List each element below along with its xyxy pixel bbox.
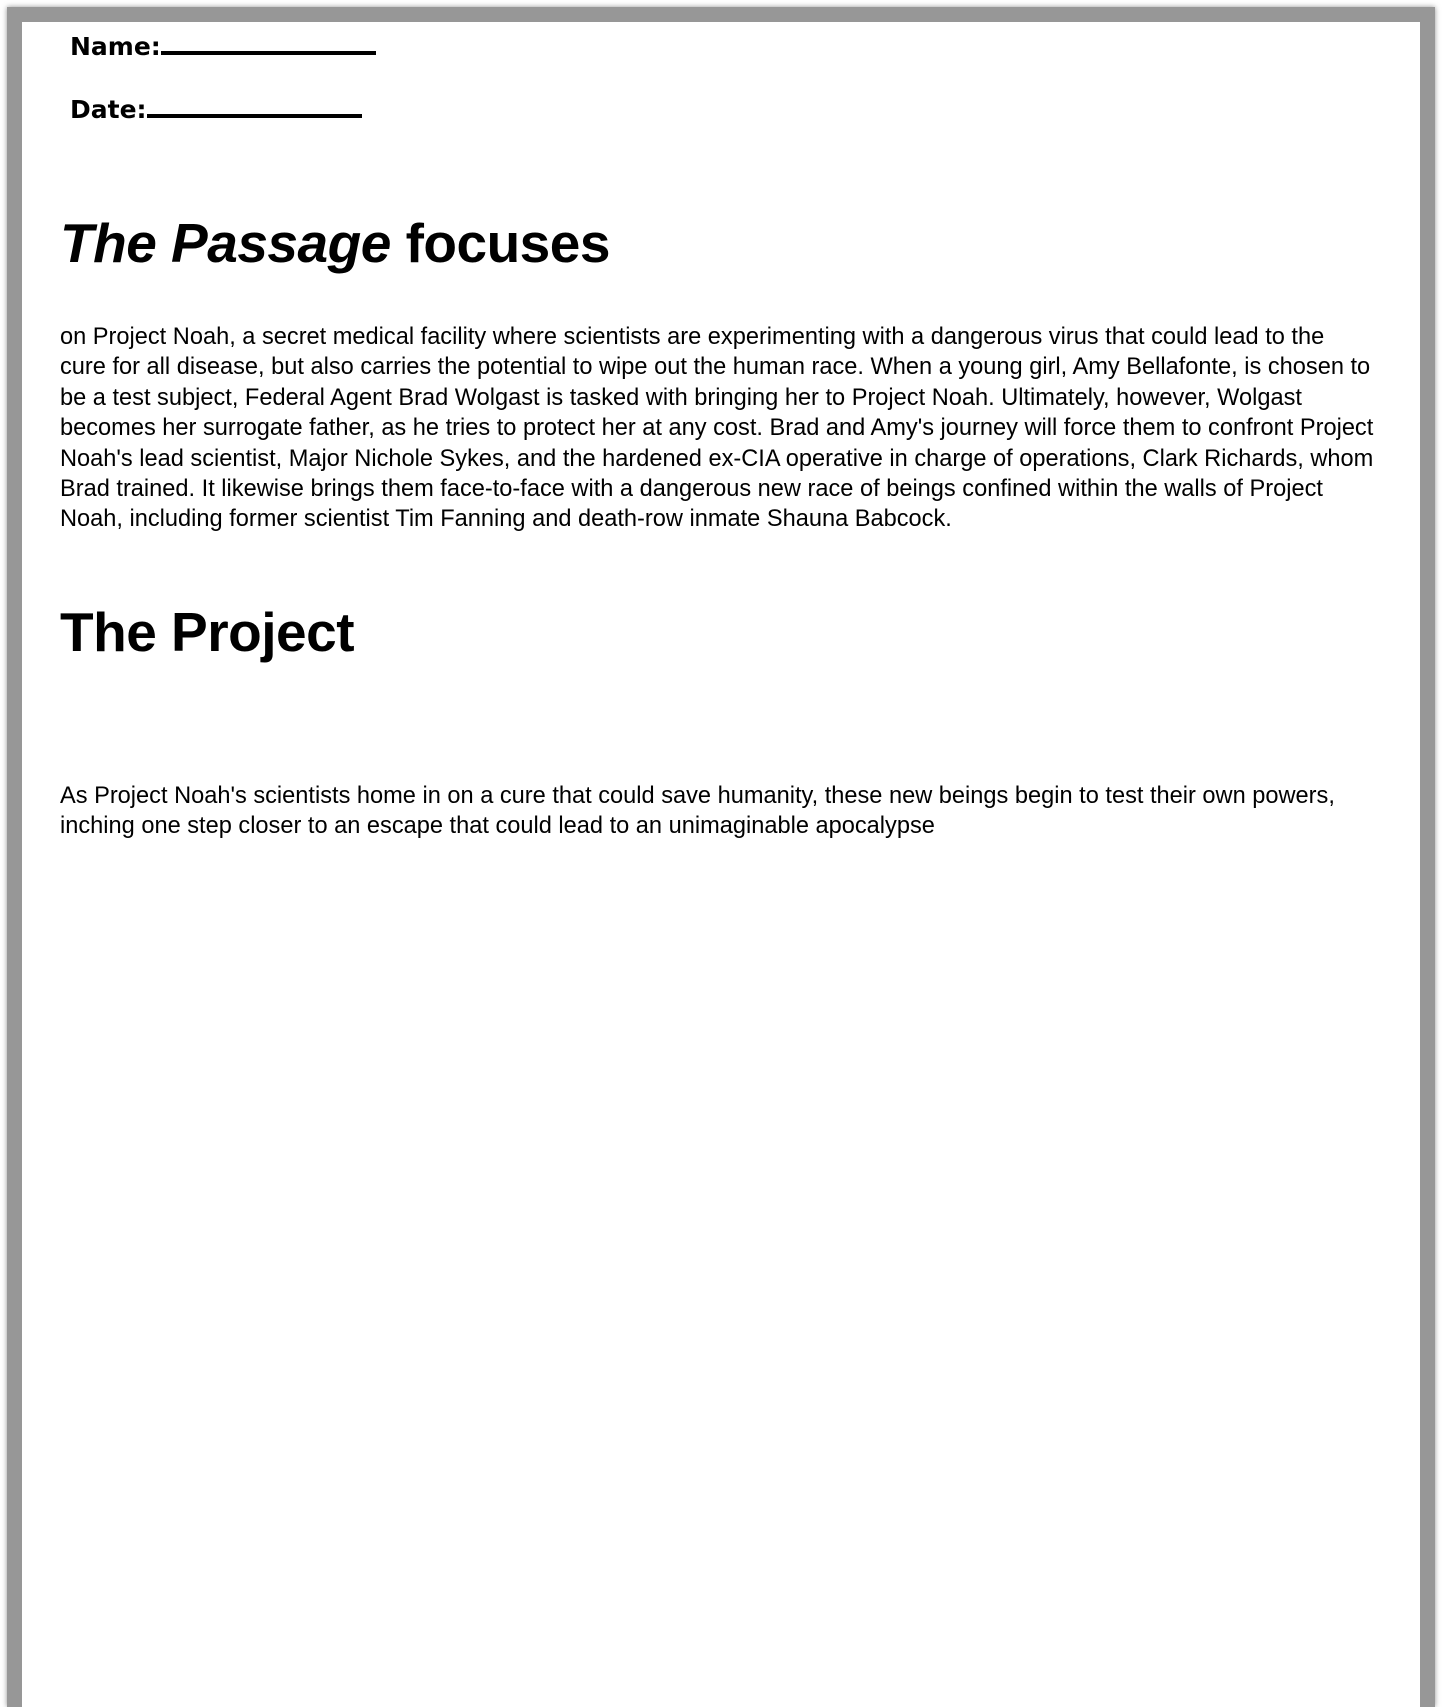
name-blank-line[interactable] xyxy=(161,51,376,55)
intro-paragraph: on Project Noah, a secret medical facility where scientists are experimenting with a dangerous virus that could lead to the cure for all disease, but also carries the potential to wipe out the human race. When a young girl, Amy Bellafonte, is chosen to be a test subject, Federal Agent Brad Wolgast is tasked with bringing her to Project Noah. Ultimately, however, Wolgast becomes her surrogate father, as he tries to protect her at any cost. Brad and Amy's journey will force them to confront Project Noah's lead scientist, Major Nichole Sykes, and the hardened ex-CIA operative in charge of operations, Clark Richards, whom Brad trained. It likewise brings them face-to-face with a dangerous new race of beings confined within the walls of Project Noah, including former scientist Tim Fanning and death-row inmate Shauna Babcock. xyxy=(60,324,1374,533)
date-label: Date: xyxy=(70,95,147,124)
date-blank-line[interactable] xyxy=(147,114,362,118)
page-title-regular-part: focuses xyxy=(390,212,610,274)
project-paragraph: As Project Noah's scientists home in on a cure that could save humanity, these new beings begin to test their own powers, inching one step closer to an escape that could lead to an unimaginable apocalypse xyxy=(60,782,1335,840)
page-content xyxy=(22,22,1420,1707)
document-page xyxy=(7,7,1435,1707)
section-heading: The Project xyxy=(60,600,355,663)
date-field-row xyxy=(70,94,1376,126)
page-title-italic-part: The Passage xyxy=(60,212,391,274)
page-title xyxy=(60,210,1376,276)
name-field-row xyxy=(70,31,1376,63)
name-label: Name: xyxy=(70,32,161,61)
